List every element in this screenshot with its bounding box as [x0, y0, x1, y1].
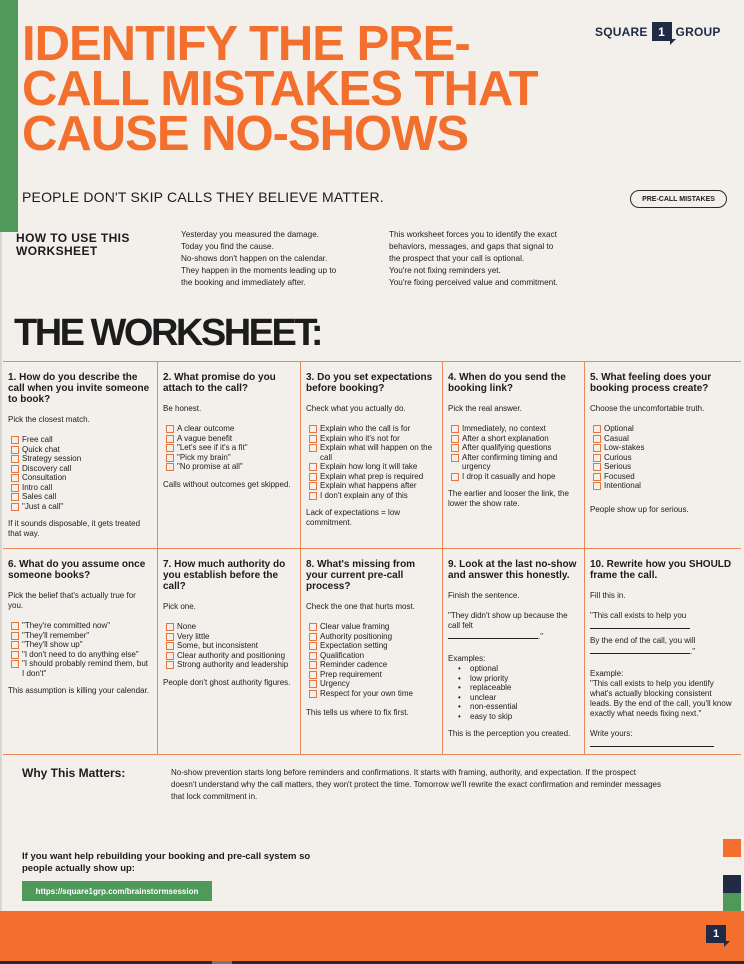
- checkbox-option[interactable]: Intentional: [590, 481, 735, 491]
- topic-tag: PRE-CALL MISTAKES: [630, 190, 727, 208]
- question-note: People don't ghost authority figures.: [163, 677, 291, 687]
- logo-text-left: SQUARE: [595, 24, 648, 39]
- how-to-title: HOW TO USE THIS WORKSHEET: [16, 231, 130, 258]
- checkbox-option[interactable]: Free call: [8, 435, 151, 445]
- checkbox-option[interactable]: A clear outcome: [163, 424, 294, 434]
- how-to-line: behaviors, messages, and gaps that signal to: [389, 242, 554, 251]
- checkbox-option[interactable]: Clear value framing: [306, 622, 436, 632]
- question-note: This is the perception you created.: [448, 729, 571, 738]
- question-title: 7. How much authority do you establish before the call?: [163, 559, 286, 592]
- question-title: 4. When do you send the booking link?: [448, 372, 566, 394]
- option-list: [306, 622, 436, 698]
- footer-band: [0, 911, 744, 961]
- checkbox-option[interactable]: None: [163, 622, 294, 632]
- checkbox-option[interactable]: "I don't need to do anything else": [8, 650, 151, 660]
- why-title: Why This Matters:: [22, 766, 126, 780]
- footer-logo-icon: 1: [706, 925, 726, 943]
- option-list: [8, 435, 151, 511]
- frame-line-1: "This call exists to help you: [590, 611, 687, 620]
- checkbox-option[interactable]: Optional: [590, 424, 735, 434]
- example-item: • easy to skip: [456, 712, 578, 722]
- question-grid: [3, 361, 741, 755]
- question-lead: Pick one.: [163, 602, 196, 611]
- checkbox-option[interactable]: Explain what prep is required: [306, 472, 436, 482]
- question-3: [301, 362, 443, 548]
- examples-label: Examples:: [448, 654, 486, 663]
- question-lead: Pick the belief that's actually true for you.: [8, 591, 136, 610]
- checkbox-option[interactable]: "Just a call": [8, 502, 151, 512]
- option-list: [8, 621, 151, 678]
- question-lead: Choose the uncomfortable truth.: [590, 404, 705, 413]
- question-7: [158, 548, 301, 755]
- answer-blank[interactable]: [590, 739, 714, 747]
- how-to-line: No-shows don't happen on the calendar.: [181, 254, 328, 263]
- checkbox-option[interactable]: Strong authority and leadership: [163, 660, 294, 670]
- question-lead: Check what you actually do.: [306, 404, 406, 413]
- checkbox-option[interactable]: Casual: [590, 434, 735, 444]
- checkbox-option[interactable]: Strategy session: [8, 454, 151, 464]
- checkbox-option[interactable]: Low-stakes: [590, 443, 735, 453]
- checkbox-option[interactable]: Some, but inconsistent: [163, 641, 294, 651]
- checkbox-option[interactable]: I don't explain any of this: [306, 491, 436, 501]
- accent-bar: [0, 0, 18, 232]
- checkbox-option[interactable]: "Pick my brain": [163, 453, 294, 463]
- answer-blank[interactable]: [590, 621, 690, 629]
- question-10: [585, 548, 741, 755]
- question-lead: Pick the real answer.: [448, 404, 522, 413]
- question-1: [3, 362, 158, 548]
- example-item: • unclear: [456, 693, 578, 703]
- question-title: 9. Look at the last no-show and answer this honestly.: [448, 559, 577, 581]
- checkbox-option[interactable]: Focused: [590, 472, 735, 482]
- checkbox-option[interactable]: Explain who it's not for: [306, 434, 436, 444]
- checkbox-option[interactable]: Immediately, no context: [448, 424, 578, 434]
- question-lead: Fill this in.: [590, 591, 626, 600]
- checkbox-option[interactable]: After qualifying questions: [448, 443, 578, 453]
- checkbox-option[interactable]: Prep requirement: [306, 670, 436, 680]
- subtitle: PEOPLE DON'T SKIP CALLS THEY BELIEVE MATTER.: [22, 189, 384, 205]
- example-item: • non-essential: [456, 702, 578, 712]
- checkbox-option[interactable]: "Let's see if it's a fit": [163, 443, 294, 453]
- how-to-line: the prospect that your call is optional.: [389, 254, 525, 263]
- checkbox-option[interactable]: Intro call: [8, 483, 151, 493]
- example-text: "This call exists to help you identify what's actually blocking consistent leads. By the end of the call, you'll know exactly what needs fixing next.": [590, 679, 732, 718]
- question-4: [443, 362, 585, 548]
- green-square: [723, 893, 741, 911]
- how-to-column-1: [181, 229, 336, 289]
- checkbox-option[interactable]: Authority positioning: [306, 632, 436, 642]
- page-edge: [0, 232, 2, 964]
- option-list: [448, 424, 578, 481]
- checkbox-option[interactable]: A vague benefit: [163, 434, 294, 444]
- option-list: [590, 424, 735, 491]
- example-item: • optional: [456, 664, 578, 674]
- how-to-column-2: [389, 229, 558, 289]
- checkbox-option[interactable]: Clear authority and positioning: [163, 651, 294, 661]
- checkbox-option[interactable]: Discovery call: [8, 464, 151, 474]
- example-item: • low priority: [456, 674, 578, 684]
- frame-line-2: By the end of the call, you will: [590, 636, 696, 645]
- examples-list: [448, 664, 578, 721]
- answer-blank[interactable]: [590, 646, 690, 654]
- checkbox-option[interactable]: Sales call: [8, 492, 151, 502]
- frame-blank-2: [590, 646, 735, 657]
- question-lead: Be honest.: [163, 404, 202, 413]
- question-lead: Finish the sentence.: [448, 591, 520, 600]
- how-to-line: You're fixing perceived value and commitment.: [389, 278, 558, 287]
- sentence-start: "They didn't show up because the call felt: [448, 611, 568, 630]
- how-to-line: Today you find the cause.: [181, 242, 274, 251]
- checkbox-option[interactable]: Explain what happens after: [306, 481, 436, 491]
- question-title: 10. Rewrite how you SHOULD frame the call.: [590, 559, 732, 581]
- checkbox-option[interactable]: Respect for your own time: [306, 689, 436, 699]
- question-5: [585, 362, 741, 548]
- option-list: [163, 424, 294, 472]
- checkbox-option[interactable]: "They'll show up": [8, 640, 151, 650]
- question-title: 2. What promise do you attach to the call?: [163, 372, 276, 394]
- question-9: [443, 548, 585, 755]
- answer-blank[interactable]: [448, 631, 538, 639]
- question-note: This assumption is killing your calendar.: [8, 686, 149, 695]
- fill-in-sentence: [448, 611, 578, 642]
- question-note: People show up for serious.: [590, 504, 689, 514]
- question-note: Calls without outcomes get skipped.: [163, 479, 291, 489]
- cta-link-button[interactable]: https://square1grp.com/brainstormsession: [22, 881, 212, 901]
- question-title: 5. What feeling does your booking process create?: [590, 372, 712, 394]
- cta-text: If you want help rebuilding your booking and pre-call system so people actually show up:: [22, 851, 311, 874]
- how-to-line: the booking and immediately after.: [181, 278, 306, 287]
- option-list: [163, 622, 294, 670]
- how-to-line: This worksheet forces you to identify the exact: [389, 230, 557, 239]
- checkbox-option[interactable]: Curious: [590, 453, 735, 463]
- checkbox-option[interactable]: Qualification: [306, 651, 436, 661]
- question-2: [158, 362, 301, 548]
- checkbox-option[interactable]: Quick chat: [8, 445, 151, 455]
- question-note: If it sounds disposable, it gets treated that way.: [8, 519, 141, 538]
- checkbox-option[interactable]: Explain what will happen on the call: [306, 443, 436, 462]
- question-lead: Pick the closest match.: [8, 415, 90, 424]
- checkbox-option[interactable]: Explain how long it will take: [306, 462, 436, 472]
- question-8: [301, 548, 443, 755]
- why-text: No-show prevention starts long before reminders and confirmations. It starts with framing, authority, and expectation. If the prospect doesn't understand why the call matters, they won't protect the time. Tomorrow we'll rewrite the exact confirmation and reminder messages that lock commitment in.: [171, 768, 661, 801]
- how-to-line: Yesterday you measured the damage.: [181, 230, 320, 239]
- orange-square: [723, 839, 741, 857]
- logo-mark-icon: 1: [652, 22, 672, 41]
- checkbox-option[interactable]: Very little: [163, 632, 294, 642]
- sentence-end: .": [538, 632, 544, 641]
- question-title: 6. What do you assume once someone books?: [8, 559, 146, 581]
- checkbox-option[interactable]: Consultation: [8, 473, 151, 483]
- question-title: 3. Do you set expectations before booking?: [306, 372, 433, 394]
- checkbox-option[interactable]: "I should probably remind them, but I don't": [8, 659, 151, 678]
- navy-square: [723, 875, 741, 893]
- how-to-line: They happen in the moments leading up to: [181, 266, 337, 275]
- frame-blank-1: [590, 621, 735, 632]
- checkbox-option[interactable]: Expectation setting: [306, 641, 436, 651]
- worksheet-heading: THE WORKSHEET:: [14, 312, 321, 354]
- checkbox-option[interactable]: "They're committed now": [8, 621, 151, 631]
- option-list: [306, 424, 436, 500]
- how-to-line: You're not fixing reminders yet.: [389, 266, 501, 275]
- checkbox-option[interactable]: After confirming timing and urgency: [448, 453, 578, 472]
- brand-logo: [595, 22, 721, 41]
- example-label: Example:: [590, 669, 624, 678]
- checkbox-option[interactable]: Reminder cadence: [306, 660, 436, 670]
- question-note: The earlier and looser the link, the lower the show rate.: [448, 489, 569, 508]
- checkbox-option[interactable]: "They'll remember": [8, 631, 151, 641]
- sentence-end: .": [690, 647, 696, 656]
- question-note: Lack of expectations = low commitment.: [306, 508, 401, 527]
- question-6: [3, 548, 158, 755]
- example-item: • replaceable: [456, 683, 578, 693]
- checkbox-option[interactable]: Serious: [590, 462, 735, 472]
- checkbox-option[interactable]: Urgency: [306, 679, 436, 689]
- checkbox-option[interactable]: I drop it casually and hope: [448, 472, 578, 482]
- question-title: 1. How do you describe the call when you invite someone to book?: [8, 372, 150, 405]
- checkbox-option[interactable]: "No promise at all": [163, 462, 294, 472]
- checkbox-option[interactable]: After a short explanation: [448, 434, 578, 444]
- page-title: IDENTIFY THE PRE-CALL MISTAKES THAT CAUSE NO-SHOWS: [22, 17, 538, 161]
- checkbox-option[interactable]: Explain who the call is for: [306, 424, 436, 434]
- question-note: This tells us where to fix first.: [306, 708, 409, 717]
- write-yours-blank: [590, 739, 735, 750]
- write-yours-label: Write yours:: [590, 729, 633, 738]
- question-title: 8. What's missing from your current pre-call process?: [306, 559, 416, 592]
- question-lead: Check the one that hurts most.: [306, 602, 415, 611]
- logo-text-right: GROUP: [675, 24, 721, 39]
